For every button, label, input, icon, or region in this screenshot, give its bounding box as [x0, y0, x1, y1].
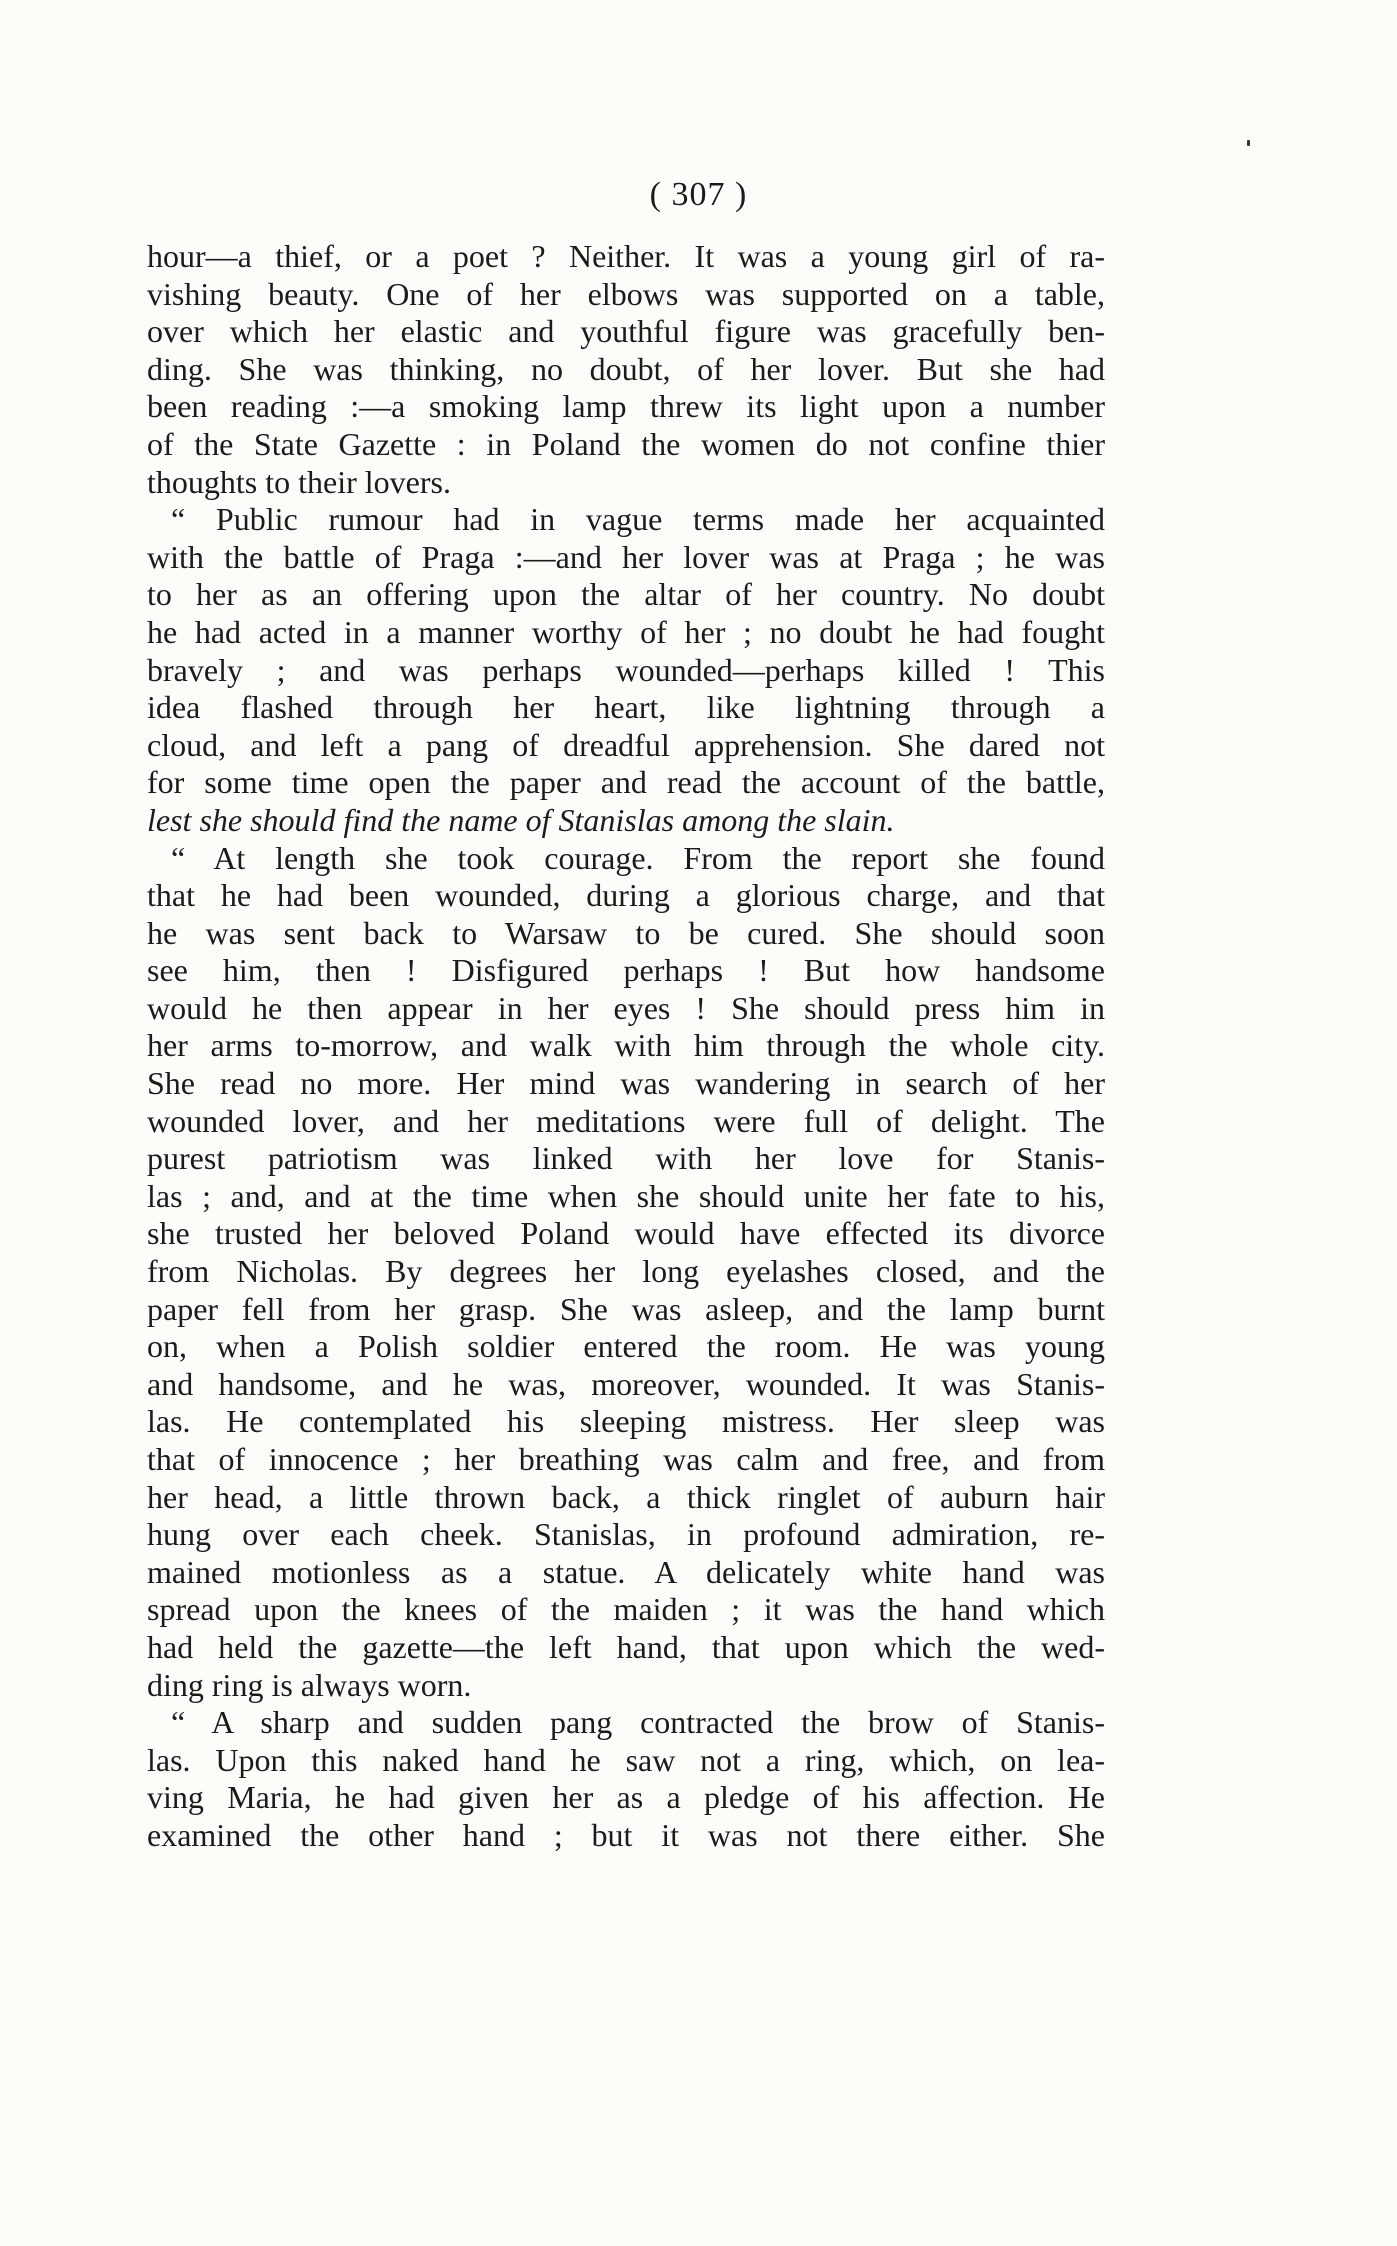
text-line: cloud, and left a pang of dreadful apprehension. She dared not: [147, 726, 1105, 763]
text-line: ding ring is always worn.: [147, 1666, 472, 1703]
text-line: wounded lover, and her meditations were full of delight. The: [147, 1102, 1105, 1139]
text-line: bravely ; and was perhaps wounded—perhaps killed ! This: [147, 651, 1105, 688]
text-line: and handsome, and he was, moreover, wounded. It was Stanis-: [147, 1365, 1105, 1402]
text-line: “ Public rumour had in vague terms made her acquainted: [171, 501, 1105, 538]
body-text: [147, 238, 1105, 1855]
text-line: hour—a thief, or a poet ? Neither. It was a young girl of ra-: [147, 238, 1105, 274]
text-line: las. He contemplated his sleeping mistress. Her sleep was: [147, 1403, 1105, 1440]
text-line: spread upon the knees of the maiden ; it was the hand which: [147, 1591, 1105, 1628]
text-line: of the State Gazette : in Poland the women do not confine thier: [147, 425, 1105, 462]
text-line: that he had been wounded, during a glorious charge, and that: [147, 877, 1105, 914]
text-line: hung over each cheek. Stanislas, in profound admiration, re-: [147, 1516, 1105, 1553]
text-line: paper fell from her grasp. She was asleep, and the lamp burnt: [147, 1290, 1105, 1327]
text-line: she trusted her beloved Poland would have effected its divorce: [147, 1215, 1105, 1252]
text-line: been reading :—a smoking lamp threw its light upon a number: [147, 388, 1105, 425]
text-line: examined the other hand ; but it was not there either. She: [147, 1816, 1105, 1853]
text-line: see him, then ! Disfigured perhaps ! But how handsome: [147, 952, 1105, 989]
text-line: with the battle of Praga :—and her lover was at Praga ; he was: [147, 538, 1105, 575]
text-line: lest she should find the name of Stanislas among the slain.: [147, 801, 895, 838]
text-line: to her as an offering upon the altar of her country. No doubt: [147, 576, 1105, 613]
text-line: that of innocence ; her breathing was calm and free, and from: [147, 1441, 1105, 1477]
text-line: would he then appear in her eyes ! She should press him in: [147, 989, 1105, 1026]
text-line: he was sent back to Warsaw to be cured. She should soon: [147, 914, 1105, 951]
text-line: her arms to-morrow, and walk with him through the whole city.: [147, 1027, 1105, 1064]
page-number: ( 307 ): [649, 176, 748, 213]
text-line: las. Upon this naked hand he saw not a ring, which, on lea-: [147, 1741, 1105, 1778]
text-line: he had acted in a manner worthy of her ; no doubt he had fought: [147, 613, 1105, 650]
text-line: “ At length she took courage. From the report she found: [171, 839, 1105, 876]
text-line: She read no more. Her mind was wandering in search of her: [147, 1065, 1105, 1102]
text-line: had held the gazette—the left hand, that upon which the wed-: [147, 1628, 1105, 1665]
text-line: thoughts to their lovers.: [147, 463, 451, 500]
ink-speck: [1247, 140, 1250, 146]
text-line: her head, a little thrown back, a thick ringlet of auburn hair: [147, 1478, 1105, 1515]
text-line: idea flashed through her heart, like lightning through a: [147, 689, 1105, 726]
text-line: ving Maria, he had given her as a pledge of his affection. He: [147, 1779, 1105, 1816]
text-line: “ A sharp and sudden pang contracted the brow of Stanis-: [171, 1704, 1105, 1741]
text-line: vishing beauty. One of her elbows was supported on a table,: [147, 275, 1105, 312]
text-line: on, when a Polish soldier entered the room. He was young: [147, 1328, 1105, 1365]
text-line: from Nicholas. By degrees her long eyelashes closed, and the: [147, 1253, 1105, 1290]
text-line: over which her elastic and youthful figure was gracefully ben-: [147, 313, 1105, 350]
text-line: mained motionless as a statue. A delicately white hand was: [147, 1553, 1105, 1590]
text-line: purest patriotism was linked with her love for Stanis-: [147, 1140, 1105, 1177]
text-line: for some time open the paper and read the account of the battle,: [147, 764, 1105, 801]
text-line: las ; and, and at the time when she should unite her fate to his,: [147, 1177, 1105, 1214]
text-line: ding. She was thinking, no doubt, of her lover. But she had: [147, 350, 1105, 387]
